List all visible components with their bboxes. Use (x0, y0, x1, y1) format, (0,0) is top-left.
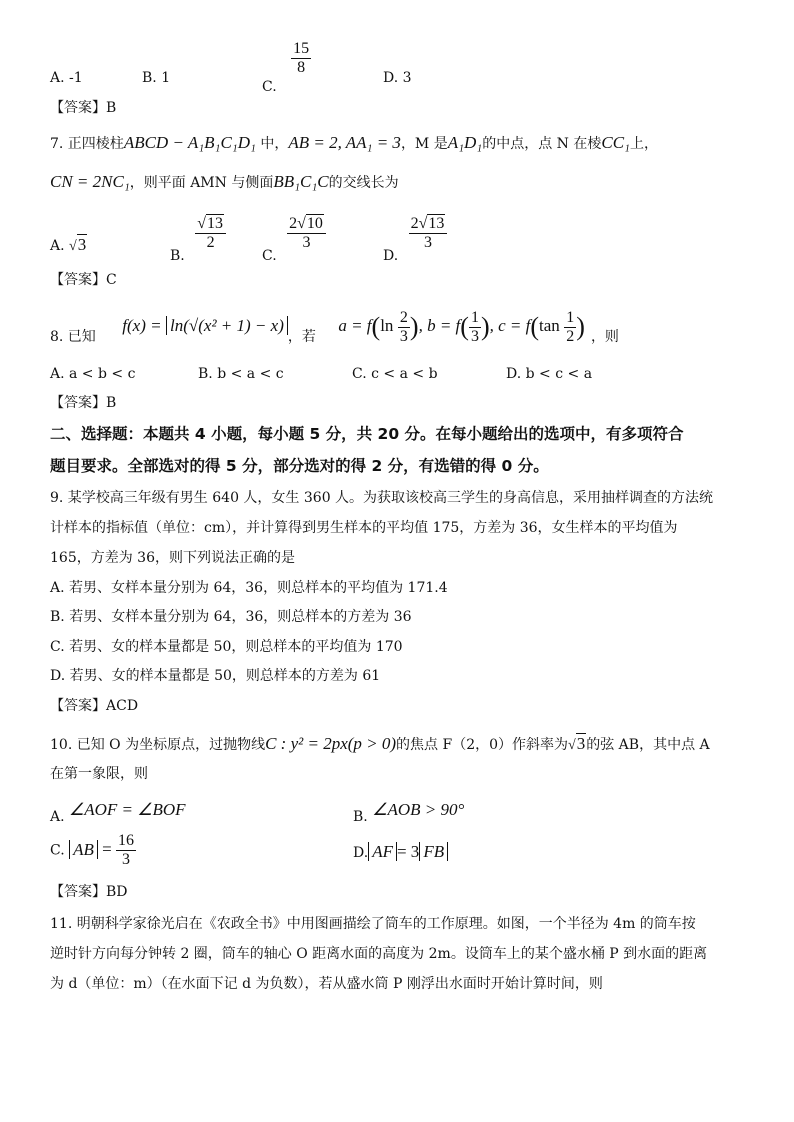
q8-function-name: f(x) = (122, 316, 162, 335)
q7-option-c-label: C. (262, 247, 277, 264)
q10-option-d-left: AF (368, 842, 397, 861)
q10-option-b-label: B. (353, 809, 368, 825)
q7-edge: CC₁ (601, 133, 630, 152)
q11-stem-line1: 11. 明朝科学家徐光启在《农政全书》中用图画描绘了筒车的工作原理。如图，一个半径为 4m 的筒车按 (50, 916, 696, 932)
q10-stem-line1 (50, 734, 710, 756)
q10-text-3: 的弦 AB，其中点 A (586, 737, 710, 753)
q9-stem-line2: 计样本的指标值（单位：cm），并计算得到男生样本的平均值 175，方差为 36，女生样本的平均值为 (50, 520, 678, 536)
q8-c-denominator: 2 (566, 327, 575, 345)
q10-option-d-mid: = 3 (396, 842, 420, 861)
q10-option-c-lhs: AB (69, 840, 98, 859)
q10-option-c-denominator: 3 (122, 851, 130, 868)
q8-b-denominator: 3 (470, 327, 479, 345)
paren-open-icon: ( (371, 312, 381, 341)
q8-b-fraction (469, 309, 481, 346)
q8-text-2: ，若 (287, 329, 316, 345)
q7-option-a-label: A. (50, 238, 65, 254)
q6-answer: 【答案】B (50, 100, 117, 116)
q10-option-b (353, 800, 465, 825)
q7-segment: A₁D₁ (447, 133, 483, 152)
q7-text-5: 上， (629, 136, 658, 152)
q7-text-7: 的交线长为 (328, 175, 399, 191)
q10-option-d-right: FB (419, 842, 448, 861)
q7-option-d-denominator: 3 (424, 234, 433, 251)
q10-text-1: 10. 已知 O 为坐标原点，过抛物线 (50, 737, 266, 753)
q8-option-b: B. b < a < c (198, 366, 284, 382)
q7-option-c-fraction (287, 215, 326, 252)
q10-slope: 3 (576, 734, 586, 753)
q6-option-a: A. -1 (50, 70, 83, 86)
q8-stem (50, 308, 619, 346)
q10-option-a-expr: ∠AOF = ∠BOF (69, 800, 186, 819)
paren-close-icon: ) (480, 312, 490, 341)
q7-option-b-denominator: 2 (206, 234, 215, 251)
q8-a-arg: ln (380, 316, 394, 335)
q6-option-c-denominator: 8 (297, 59, 306, 76)
sqrt-symbol-icon: √ (568, 738, 576, 753)
q8-c-arg: tan (539, 316, 560, 335)
q10-option-a (50, 800, 186, 825)
paren-close-icon: ) (576, 312, 585, 341)
q6-option-b: B. 1 (142, 70, 171, 86)
q6-option-c-label: C. (262, 78, 277, 95)
q7-option-c (262, 215, 326, 264)
section-2-heading-line1: 二、选择题：本题共 4 小题，每小题 5 分，共 20 分。在每小题给出的选项中，有多项符合 (50, 425, 684, 443)
sqrt-symbol-icon: √ (197, 215, 206, 232)
q10-option-c-fraction (116, 832, 136, 869)
q7-option-d (383, 215, 447, 264)
q8-b-numerator: 1 (470, 308, 479, 326)
q8-answer: 【答案】B (50, 395, 117, 411)
q9-option-c: C. 若男、女的样本量都是 50，则总样本的平均值为 170 (50, 639, 403, 655)
q7-stem-line1 (50, 133, 658, 154)
q10-option-c-label: C. (50, 842, 65, 859)
q8-c-fraction (564, 309, 576, 346)
section-2-heading-line2: 题目要求。全部选对的得 5 分，部分选对的得 2 分，有选错的得 0 分。 (50, 457, 549, 475)
q9-stem-line1: 9. 某学校高三年级有男生 640 人，女生 360 人。为获取该校高三学生的身高信息，采用抽样调查的方法统 (50, 490, 714, 506)
q8-c-expr: , c = f (489, 316, 531, 335)
q9-option-a: A. 若男、女样本量分别为 64，36，则总样本的平均值为 171.4 (50, 580, 448, 596)
q10-option-d-label: D. (353, 845, 369, 861)
q7-option-c-coefficient: 2 (289, 215, 298, 232)
q7-text-3: ，M 是 (400, 136, 448, 152)
q10-option-c-numerator: 16 (118, 832, 134, 849)
q9-stem-line3: 165，方差为 36，则下列说法正确的是 (50, 550, 295, 566)
q8-a-denominator: 3 (399, 327, 408, 345)
q6-option-c-numerator: 15 (293, 40, 310, 57)
q8-b-expr: , b = f (418, 316, 461, 335)
q10-text-2: 的焦点 F（2，0）作斜率为 (396, 737, 569, 753)
q8-function-body: ln(√(x² + 1) − x) (166, 316, 288, 335)
q8-option-d: D. b < c < a (506, 366, 593, 382)
sqrt-symbol-icon: √ (418, 215, 428, 232)
q7-text-4: 的中点，点 N 在棱 (482, 136, 602, 152)
q6-option-c (262, 40, 311, 95)
q6-option-d: D. 3 (383, 70, 412, 86)
paren-open-icon: ( (530, 312, 540, 341)
q10-stem-line2: 在第一象限，则 (50, 766, 148, 782)
sqrt-symbol-icon: √ (297, 215, 306, 232)
q7-option-d-label: D. (383, 247, 399, 264)
q8-option-a: A. a < b < c (50, 366, 136, 382)
q7-option-b (170, 215, 226, 264)
q8-option-c: C. c < a < b (352, 366, 438, 382)
q7-text-1: 7. 正四棱柱 (50, 136, 124, 152)
q7-option-d-radicand: 13 (428, 215, 445, 232)
q11-stem-line2: 逆时针方向每分钟转 2 圈，筒车的轴心 O 距离水面的高度为 2m。设筒车上的某个盛水桶 P 到水面的距离 (50, 946, 708, 962)
q7-option-a-radicand: 3 (77, 235, 87, 254)
q8-a-fraction (398, 309, 410, 346)
q8-text-3: ，则 (590, 329, 619, 345)
q7-face: BB₁C₁C (273, 172, 329, 191)
q7-option-c-denominator: 3 (302, 234, 311, 251)
q8-c-numerator: 1 (566, 308, 575, 326)
q10-answer: 【答案】BD (50, 884, 128, 900)
sqrt-symbol-icon: √ (69, 239, 77, 254)
q7-option-a (50, 235, 87, 257)
paren-close-icon: ) (409, 312, 419, 341)
q7-option-b-radicand: 13 (206, 215, 223, 232)
q10-option-d (353, 842, 448, 863)
q7-option-d-coefficient: 2 (410, 215, 419, 232)
q7-option-b-label: B. (170, 247, 185, 264)
q8-text-1: 8. 已知 (50, 329, 96, 345)
q8-a-numerator: 2 (399, 308, 408, 326)
q9-option-b: B. 若男、女样本量分别为 64，36，则总样本的方差为 36 (50, 609, 412, 625)
q10-option-b-expr: ∠AOB > 90° (372, 800, 465, 819)
q7-text-6: ，则平面 AMN 与侧面 (129, 175, 274, 191)
q10-option-c: C. AB = $\frac{16}{3}$ (50, 832, 134, 868)
q10-parabola: C : y² = 2px(p > 0) (265, 734, 397, 753)
q7-option-c-radicand: 10 (306, 215, 323, 232)
q7-stem-line2 (50, 172, 399, 193)
q7-option-d-fraction (409, 215, 448, 252)
q7-prism: ABCD − A₁B₁C₁D₁ (123, 133, 256, 152)
q7-cn: CN = 2NC₁ (50, 172, 130, 191)
q9-answer: 【答案】ACD (50, 698, 139, 714)
q7-option-b-fraction (195, 215, 226, 252)
q10-option-a-label: A. (50, 809, 65, 825)
q7-condition: AB = 2, AA₁ = 3 (288, 133, 401, 152)
q9-option-d: D. 若男、女的样本量都是 50，则总样本的方差为 61 (50, 668, 381, 684)
q6-option-c-fraction (291, 40, 311, 77)
q11-stem-line3: 为 d（单位：m）（在水面下记 d 为负数），若从盛水筒 P 刚浮出水面时开始计算时间，则 (50, 976, 603, 992)
q7-text-2: 中， (255, 136, 289, 152)
paren-open-icon: ( (460, 312, 469, 341)
q8-a-expr: a = f (338, 316, 372, 335)
q7-answer: 【答案】C (50, 272, 117, 288)
